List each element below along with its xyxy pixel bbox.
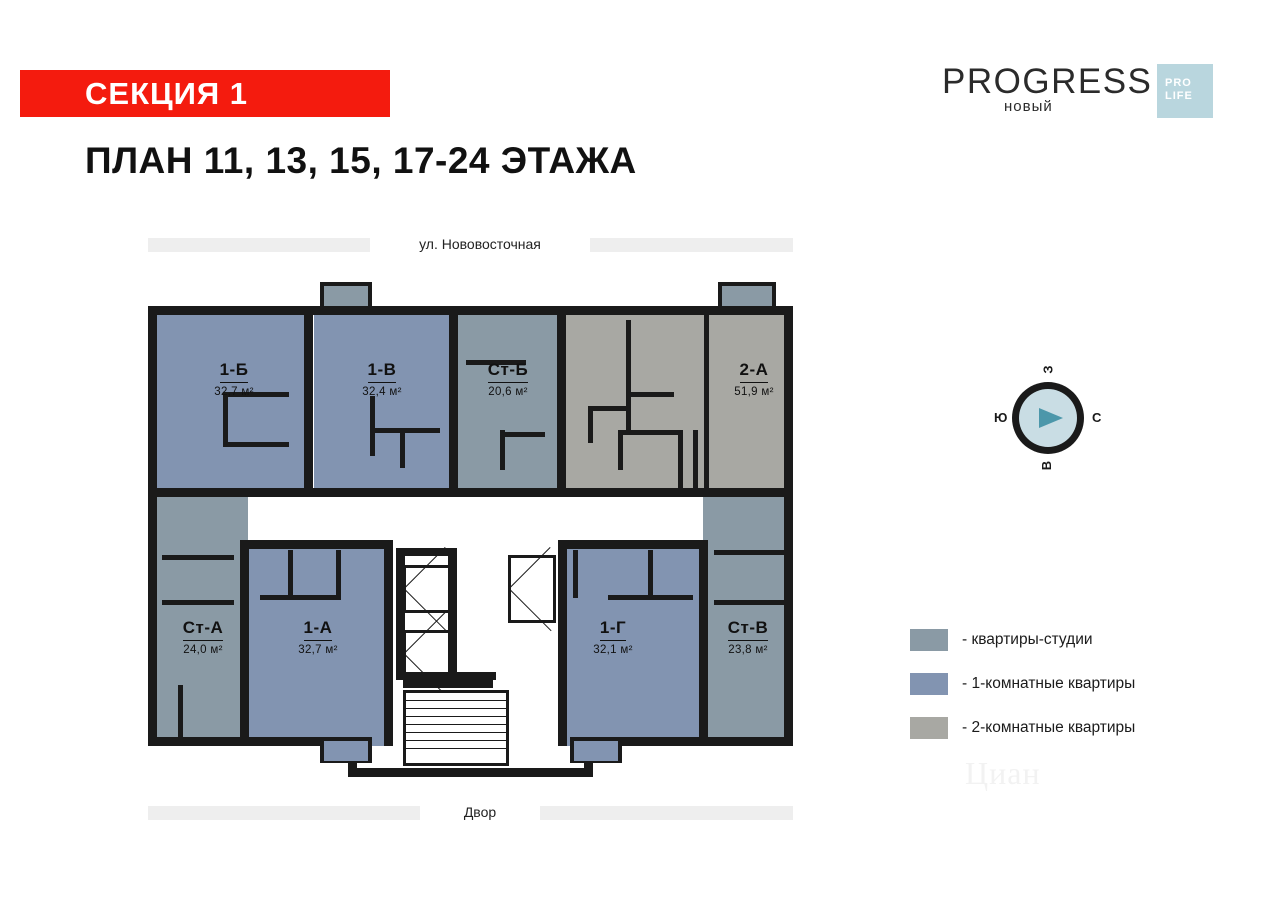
interior-wall-12: [626, 320, 631, 430]
unit-label-stb: [458, 360, 558, 398]
interior-wall-4: [370, 396, 375, 456]
logo-sub-text: новый: [1004, 98, 1053, 115]
wall-south-right: [593, 737, 793, 746]
legend-item-one-room: [910, 662, 1240, 706]
interior-wall-13: [626, 392, 674, 397]
unit-area-text-1v: 32,4 м²: [362, 386, 402, 398]
balcony-fill-right: [722, 286, 772, 306]
legend-swatch-studio: [910, 629, 948, 651]
wall-west-upper: [148, 306, 157, 496]
compass-label-east: С: [1092, 410, 1102, 425]
stair-top-wall: [403, 680, 493, 688]
unit-area-sta: [156, 488, 248, 746]
partition-corridor-left: [240, 540, 390, 549]
interior-wall-11: [588, 406, 628, 411]
legend-label-studio: - квартиры-студии: [962, 631, 1093, 648]
interior-wall-24: [336, 550, 341, 600]
section-badge-label: СЕКЦИЯ 1: [85, 76, 249, 111]
unit-area-1b: [156, 312, 304, 492]
balcony-fill-south-right: [574, 741, 618, 761]
interior-wall-16: [678, 430, 683, 490]
wall-east-lower: [784, 488, 793, 746]
interior-wall-6: [400, 428, 405, 468]
unit-name-2a: 2-А: [740, 360, 769, 383]
legend-swatch-two-room: [910, 717, 948, 739]
elevator-shaft-3: [508, 555, 556, 623]
unit-label-sta: [153, 618, 253, 656]
unit-area-text-stv: 23,8 м²: [728, 644, 768, 656]
core-wall-north: [396, 548, 457, 556]
unit-label-1b: [184, 360, 284, 398]
logo-badge-line1: PRO: [1165, 77, 1192, 89]
partition-1a-core: [384, 540, 393, 746]
unit-name-1g: 1-Г: [600, 618, 626, 641]
unit-name-1b: 1-Б: [220, 360, 249, 383]
legend-item-studio: [910, 618, 1240, 662]
interior-wall-27: [648, 550, 653, 600]
unit-name-1v: 1-В: [368, 360, 397, 383]
unit-area-stb: [458, 312, 558, 492]
unit-label-2a: [704, 360, 804, 398]
wall-west-lower: [148, 488, 157, 746]
unit-area-text-1a: 32,7 м²: [298, 644, 338, 656]
partition-1v-stb: [449, 306, 458, 496]
legend-item-two-room: [910, 706, 1240, 750]
interior-wall-9: [505, 432, 545, 437]
interior-wall-10: [588, 408, 593, 443]
interior-wall-18: [704, 306, 709, 491]
unit-name-stv: Ст-В: [728, 618, 769, 641]
unit-area-2a: [566, 312, 784, 492]
compass-label-west: Ю: [994, 410, 1008, 425]
legend: [910, 618, 1240, 750]
unit-area-text-stb: 20,6 м²: [488, 386, 528, 398]
street-label-top: ул. Нововосточная: [370, 236, 590, 252]
compass-icon: [994, 365, 1102, 471]
logo-badge: [1157, 64, 1213, 118]
interior-wall-1: [223, 392, 228, 447]
unit-label-1a: [268, 618, 368, 656]
partition-corridor-right: [558, 540, 708, 549]
unit-label-1g: [563, 618, 663, 656]
watermark: Циан: [965, 755, 1041, 791]
unit-area-text-1b: 32,7 м²: [214, 386, 254, 398]
compass-label-north: З: [1040, 365, 1056, 374]
interior-wall-14: [618, 430, 678, 435]
compass-needle-icon: [1039, 408, 1063, 428]
unit-area-text-1g: 32,1 м²: [593, 644, 633, 656]
logo-badge-line2: LIFE: [1165, 90, 1193, 102]
interior-wall-19: [162, 555, 234, 560]
unit-name-sta: Ст-А: [183, 618, 224, 641]
core-wall-mid: [448, 548, 457, 680]
brand-logo: [942, 62, 1212, 120]
wall-north: [148, 306, 793, 315]
unit-label-1v: [332, 360, 432, 398]
floor-plan: [148, 300, 793, 760]
elevator-shaft-1: [403, 565, 451, 613]
street-label-bottom: Двор: [420, 804, 540, 820]
interior-wall-28: [714, 550, 784, 555]
unit-label-stv: [698, 618, 798, 656]
unit-name-1a: 1-А: [304, 618, 333, 641]
balcony-fill-south-left: [324, 741, 368, 761]
interior-wall-29: [714, 600, 784, 605]
legend-label-one-room: - 1-комнатные квартиры: [962, 675, 1136, 692]
compass-label-south: В: [1039, 460, 1055, 471]
unit-name-stb: Ст-Б: [488, 360, 528, 383]
core-wall-west: [396, 555, 405, 680]
partition-1b-1v: [304, 306, 313, 496]
unit-area-text-2a: 51,9 м²: [734, 386, 774, 398]
interior-wall-15: [618, 430, 623, 470]
elevator-shaft-2: [403, 630, 451, 678]
unit-area-1v: [314, 312, 450, 492]
partition-stb-2a: [557, 306, 566, 496]
legend-label-two-room: - 2-комнатные квартиры: [962, 719, 1136, 736]
unit-area-stv: [703, 488, 785, 746]
unit-area-text-sta: 24,0 м²: [183, 644, 223, 656]
staircase: [403, 690, 509, 766]
page-title: ПЛАН 11, 13, 15, 17-24 ЭТАЖА: [85, 140, 637, 181]
interior-wall-22: [260, 595, 340, 600]
wall-stair-south: [348, 768, 593, 777]
wall-east-upper: [784, 306, 793, 496]
interior-wall-25: [573, 550, 578, 598]
interior-wall-3: [223, 442, 289, 447]
legend-swatch-one-room: [910, 673, 948, 695]
interior-wall-5: [370, 428, 440, 433]
core-wall-south: [396, 672, 496, 680]
interior-wall-17: [693, 430, 698, 490]
interior-wall-21: [178, 685, 183, 740]
interior-wall-20: [162, 600, 234, 605]
logo-main-text: PROGRESS: [942, 62, 1153, 101]
interior-wall-23: [288, 550, 293, 598]
balcony-fill-left: [324, 286, 368, 306]
